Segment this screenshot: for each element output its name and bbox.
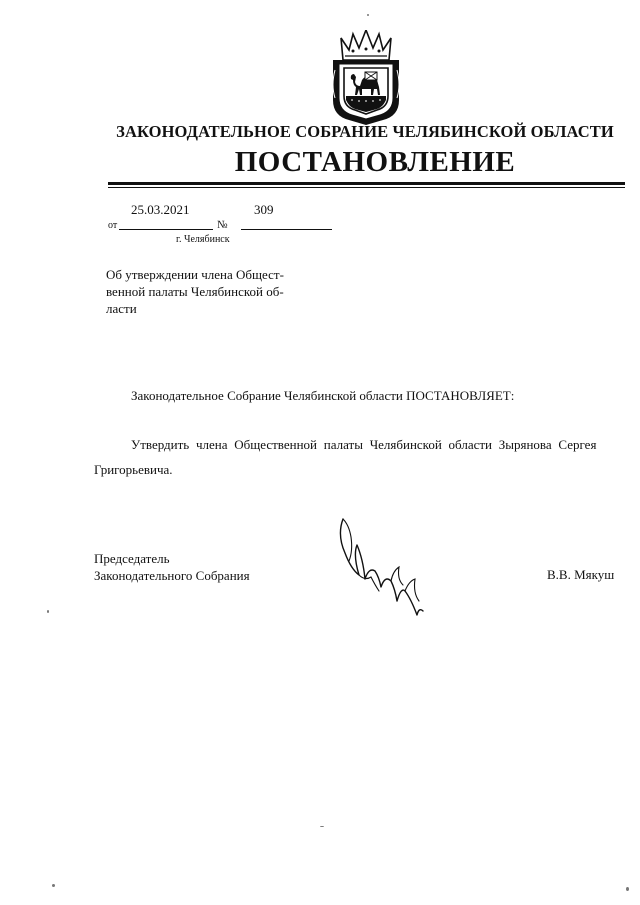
resolution-text-line: Утвердить члена Общественной палаты Челябинской области Зырянова Сергея bbox=[131, 437, 597, 452]
coat-of-arms-icon bbox=[329, 30, 403, 126]
handwritten-signature-icon bbox=[335, 515, 430, 620]
scan-speck bbox=[47, 610, 49, 613]
document-date: 25.03.2021 bbox=[131, 202, 190, 217]
scan-speck bbox=[367, 14, 369, 16]
header-rule-thin bbox=[108, 187, 625, 188]
subject-line: Об утверждении члена Общест- bbox=[106, 267, 284, 282]
header-rule-thick bbox=[108, 182, 625, 185]
document-number: 309 bbox=[254, 202, 274, 217]
scan-speck bbox=[52, 884, 55, 887]
date-underline bbox=[119, 229, 213, 230]
city-label: г. Челябинск bbox=[176, 234, 230, 245]
number-label: № bbox=[217, 219, 228, 231]
document-subject bbox=[106, 266, 306, 317]
organization-title: ЗАКОНОДАТЕЛЬНОЕ СОБРАНИЕ ЧЕЛЯБИНСКОЙ ОБЛАСТИ bbox=[116, 122, 614, 141]
subject-line: венной палаты Челябинской об- bbox=[106, 284, 284, 299]
number-underline bbox=[241, 229, 332, 230]
scan-speck bbox=[626, 887, 629, 891]
preamble-text: Законодательное Собрание Челябинской области ПОСТАНОВЛЯЕТ: bbox=[131, 388, 515, 403]
signatory-position bbox=[94, 550, 250, 584]
document-type-title: ПОСТАНОВЛЕНИЕ bbox=[234, 146, 516, 178]
signatory-position-line: Законодательного Собрания bbox=[94, 568, 250, 583]
resolution-text-line: Григорьевича. bbox=[94, 462, 173, 477]
date-from-label: от bbox=[108, 220, 118, 231]
scan-speck bbox=[320, 826, 324, 827]
signatory-position-line: Председатель bbox=[94, 551, 170, 566]
subject-line: ласти bbox=[106, 301, 137, 316]
signatory-name: В.В. Мякуш bbox=[547, 567, 615, 582]
